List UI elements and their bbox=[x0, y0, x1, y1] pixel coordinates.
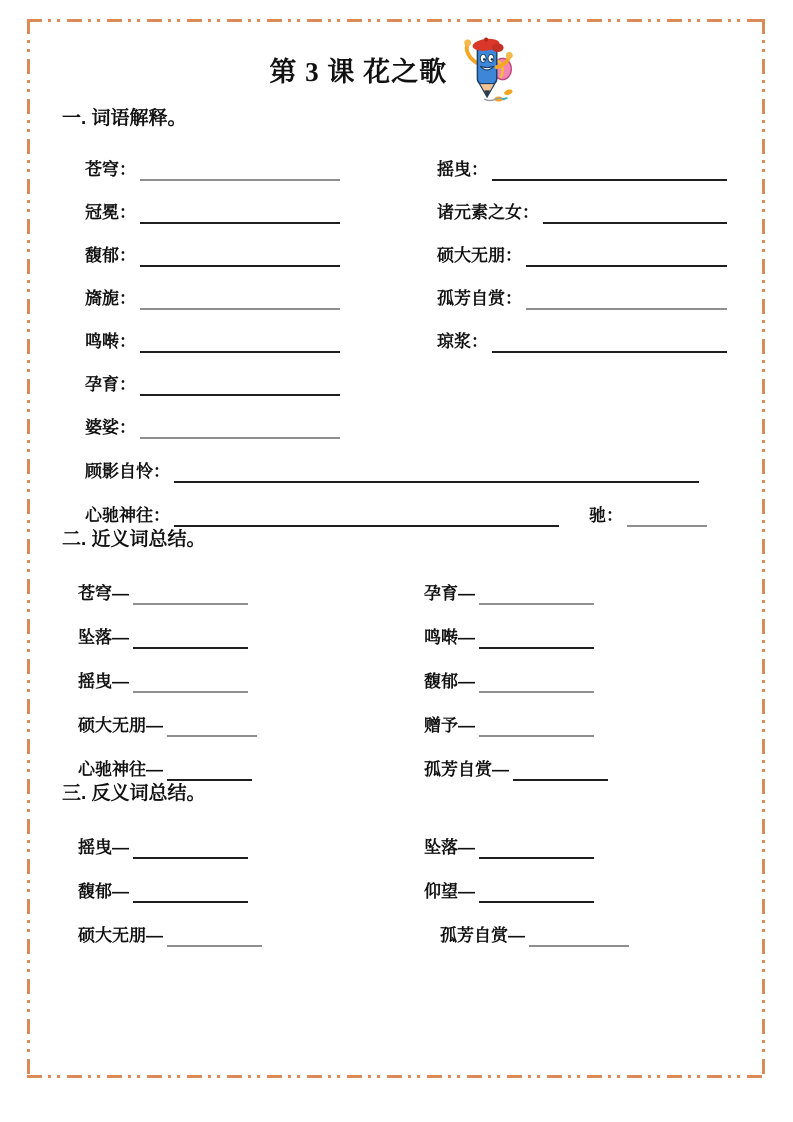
answer-line bbox=[479, 837, 594, 859]
answer-line bbox=[543, 202, 727, 224]
term-label: 硕大无朋— bbox=[78, 926, 163, 945]
term-label: 硕大无朋— bbox=[78, 716, 163, 735]
synonym-row bbox=[62, 649, 727, 693]
answer-line bbox=[140, 374, 340, 396]
synonym-row bbox=[62, 737, 727, 781]
synonyms-list bbox=[62, 561, 727, 781]
term-label: 孤芳自赏： bbox=[437, 289, 522, 308]
definitions-list bbox=[62, 138, 727, 527]
term-label: 心驰神往： bbox=[85, 506, 170, 525]
answer-line bbox=[140, 331, 340, 353]
synonym-row bbox=[62, 605, 727, 649]
antonym-row bbox=[62, 815, 727, 859]
term-label: 孤芳自赏— bbox=[424, 760, 509, 779]
answer-line bbox=[479, 627, 594, 649]
answer-line bbox=[133, 881, 248, 903]
answer-line bbox=[133, 583, 248, 605]
page-border-top bbox=[27, 19, 765, 22]
answer-line bbox=[133, 671, 248, 693]
answer-line bbox=[140, 245, 340, 267]
definition-row bbox=[62, 396, 727, 439]
page-border-bottom bbox=[27, 1075, 765, 1078]
answer-line bbox=[174, 505, 559, 527]
term-label: 馥郁— bbox=[424, 672, 475, 691]
definition-row bbox=[62, 353, 727, 396]
answer-line bbox=[140, 288, 340, 310]
term-label: 驰： bbox=[589, 506, 623, 525]
synonym-row bbox=[62, 561, 727, 605]
term-label: 顾影自怜： bbox=[85, 462, 170, 481]
term-label: 诸元素之女： bbox=[437, 203, 539, 222]
term-label: 赠予— bbox=[424, 716, 475, 735]
term-label: 孤芳自赏— bbox=[440, 926, 525, 945]
answer-line bbox=[529, 925, 629, 947]
term-label: 馥郁— bbox=[78, 882, 129, 901]
page-title: 第 3 课 花之歌 bbox=[269, 57, 448, 87]
answer-line bbox=[167, 925, 262, 947]
answer-line bbox=[492, 331, 727, 353]
term-label: 坠落— bbox=[78, 628, 129, 647]
term-label: 冠冕： bbox=[85, 203, 136, 222]
definition-row bbox=[62, 267, 727, 310]
term-label: 旖旎： bbox=[85, 289, 136, 308]
term-label: 摇曳— bbox=[78, 838, 129, 857]
answer-line bbox=[140, 202, 340, 224]
answer-line bbox=[133, 837, 248, 859]
term-label: 摇曳： bbox=[437, 160, 488, 179]
answer-line bbox=[526, 245, 727, 267]
term-label: 琼浆： bbox=[437, 332, 488, 351]
definition-row bbox=[62, 138, 727, 181]
antonym-row bbox=[62, 859, 727, 903]
term-label: 心驰神往— bbox=[78, 760, 163, 779]
section-2-heading: 二. 近义词总结。 bbox=[62, 529, 206, 550]
answer-line bbox=[492, 159, 727, 181]
term-label: 硕大无朋： bbox=[437, 246, 522, 265]
term-label: 鸣啭— bbox=[424, 628, 475, 647]
definition-row bbox=[62, 181, 727, 224]
term-label: 摇曳— bbox=[78, 672, 129, 691]
term-label: 馥郁： bbox=[85, 246, 136, 265]
pencil-mascot-icon bbox=[458, 37, 520, 103]
worksheet bbox=[62, 34, 727, 947]
section-1-heading: 一. 词语解释。 bbox=[62, 108, 187, 129]
answer-line bbox=[167, 715, 257, 737]
term-label: 婆娑： bbox=[85, 418, 136, 437]
definition-row bbox=[62, 224, 727, 267]
answer-line bbox=[133, 627, 248, 649]
answer-line bbox=[479, 583, 594, 605]
term-label: 苍穹： bbox=[85, 160, 136, 179]
answer-line bbox=[479, 715, 594, 737]
answer-line bbox=[140, 417, 340, 439]
term-label: 孕育— bbox=[424, 584, 475, 603]
answer-line bbox=[513, 759, 608, 781]
page-border-right bbox=[762, 19, 765, 1078]
page-border-left bbox=[27, 19, 30, 1078]
term-label: 坠落— bbox=[424, 838, 475, 857]
synonym-row bbox=[62, 693, 727, 737]
answer-line bbox=[627, 505, 707, 527]
term-label: 鸣啭： bbox=[85, 332, 136, 351]
antonyms-list bbox=[62, 815, 727, 947]
answer-line bbox=[140, 159, 340, 181]
title-row bbox=[62, 42, 727, 106]
definition-row bbox=[62, 439, 727, 483]
antonym-row bbox=[62, 903, 727, 947]
term-label: 苍穹— bbox=[78, 584, 129, 603]
answer-line bbox=[479, 671, 594, 693]
section-3-heading: 三. 反义词总结。 bbox=[62, 783, 206, 804]
answer-line bbox=[174, 461, 699, 483]
answer-line bbox=[479, 881, 594, 903]
term-label: 孕育： bbox=[85, 375, 136, 394]
answer-line bbox=[526, 288, 727, 310]
definition-row bbox=[62, 310, 727, 353]
answer-line bbox=[167, 759, 252, 781]
term-label: 仰望— bbox=[424, 882, 475, 901]
definition-row bbox=[62, 483, 727, 527]
